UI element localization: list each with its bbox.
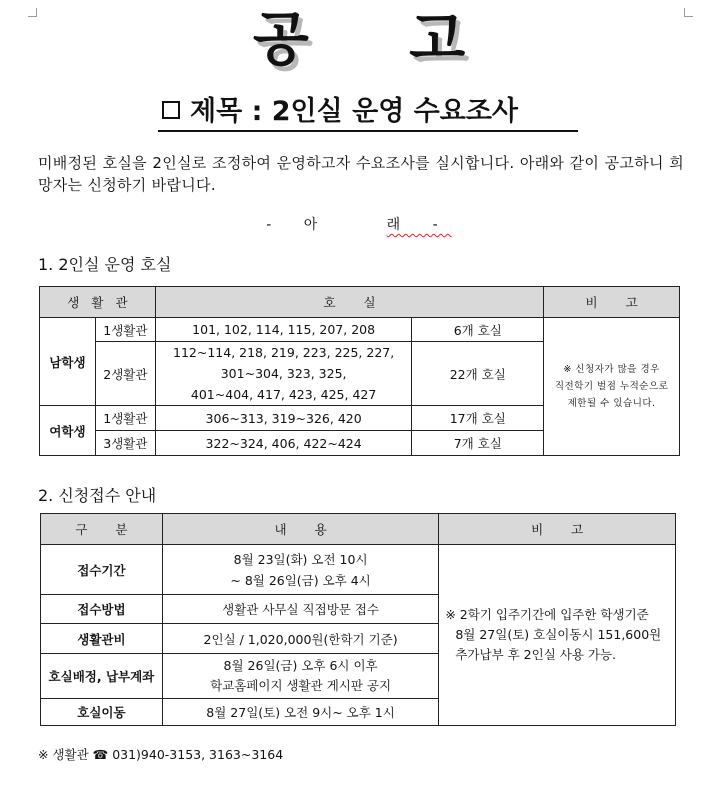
content-cell: 8월 27일(토) 오전 9시~ 오후 1시 bbox=[162, 699, 439, 726]
count-cell: 6개 호실 bbox=[412, 318, 544, 342]
ar-divider bbox=[0, 214, 718, 234]
rooms-cell: 306~313, 319~326, 420 bbox=[155, 406, 412, 431]
table-row bbox=[40, 318, 680, 342]
table-row bbox=[41, 545, 676, 595]
application-table-header bbox=[41, 514, 676, 545]
count-cell: 17개 호실 bbox=[412, 406, 544, 431]
gender-cell: 남학생 bbox=[40, 318, 96, 406]
subject-text: 제목 : 2인실 운영 수요조사 bbox=[190, 96, 519, 127]
content-cell bbox=[162, 545, 439, 595]
remark-line: 직전학기 벌점 누적순으로 bbox=[554, 381, 669, 392]
content-line: ~ 8월 26일(금) 오후 4시 bbox=[230, 572, 371, 588]
subject-line bbox=[158, 94, 578, 132]
remark-line: 제한될 수 있습니다. bbox=[567, 398, 656, 409]
rooms-line: 301~304, 323, 325, bbox=[220, 366, 347, 381]
remark-line: ※ 신청자가 많을 경우 bbox=[563, 364, 660, 375]
hall-cell: 1생활관 bbox=[95, 318, 155, 342]
intro-paragraph: 미배정된 호실을 2인실로 조정하여 운영하고자 수요조사를 실시합니다. 아래와 같이 공고하니 희망자는 신청하기 바랍니다. bbox=[38, 154, 684, 194]
count-cell: 22개 호실 bbox=[412, 342, 544, 406]
rooms-cell: 322~324, 406, 422~424 bbox=[155, 431, 412, 456]
col-header-remark: 비 고 bbox=[439, 514, 676, 545]
hall-cell: 3생활관 bbox=[95, 431, 155, 456]
remark-line: 8월 27일(토) 호실이동시 151,600원 bbox=[455, 627, 662, 642]
content-line: 8월 26일(금) 오후 6시 이후 bbox=[223, 658, 378, 673]
rooms-cell bbox=[155, 342, 412, 406]
contact-footer: ※ 생활관 ☎ 031)940-3153, 3163~3164 bbox=[38, 747, 284, 762]
category-cell: 호실이동 bbox=[41, 699, 163, 726]
content-cell: 2인실 / 1,020,000원(한학기 기준) bbox=[162, 624, 439, 654]
rooms-table-header bbox=[40, 287, 680, 318]
notice-title: 공 고 bbox=[252, 5, 506, 73]
category-cell: 접수기간 bbox=[41, 545, 163, 595]
ar-right: 래 - bbox=[386, 217, 452, 233]
remark-cell bbox=[439, 545, 676, 726]
ar-left: - 아 bbox=[266, 217, 332, 233]
col-header-rooms: 호 실 bbox=[155, 287, 543, 318]
content-line: 8월 23일(화) 오전 10시 bbox=[233, 551, 368, 567]
col-header-hall: 생활관 bbox=[40, 287, 156, 318]
remark-cell bbox=[544, 318, 680, 456]
rooms-table bbox=[39, 286, 680, 456]
section2-heading: 2. 신청접수 안내 bbox=[38, 486, 157, 505]
rooms-cell: 101, 102, 114, 115, 207, 208 bbox=[155, 318, 412, 342]
application-table bbox=[40, 513, 676, 726]
section1-heading: 1. 2인실 운영 호실 bbox=[38, 255, 172, 274]
remark-line: ※ 2학기 입주기간에 입주한 학생기준 bbox=[445, 607, 649, 622]
remark-line: 추가납부 후 2인실 사용 가능. bbox=[455, 647, 616, 662]
col-header-remark: 비 고 bbox=[544, 287, 680, 318]
category-cell: 접수방법 bbox=[41, 595, 163, 624]
rooms-line: 112~114, 218, 219, 223, 225, 227, bbox=[173, 345, 395, 360]
rooms-line: 401~404, 417, 423, 425, 427 bbox=[190, 387, 377, 402]
category-cell: 생활관비 bbox=[41, 624, 163, 654]
hall-cell: 2생활관 bbox=[95, 342, 155, 406]
content-cell: 생활관 사무실 직접방문 접수 bbox=[162, 595, 439, 624]
hall-cell: 1생활관 bbox=[95, 406, 155, 431]
content-line: 학교홈페이지 생활관 게시판 공지 bbox=[210, 678, 392, 693]
count-cell: 7개 호실 bbox=[412, 431, 544, 456]
content-cell bbox=[162, 654, 439, 699]
col-header-content: 내 용 bbox=[162, 514, 439, 545]
gender-cell: 여학생 bbox=[40, 406, 96, 456]
category-cell: 호실배정, 납부계좌 bbox=[41, 654, 163, 699]
col-header-category: 구 분 bbox=[41, 514, 163, 545]
checkbox-square-icon bbox=[162, 101, 180, 119]
